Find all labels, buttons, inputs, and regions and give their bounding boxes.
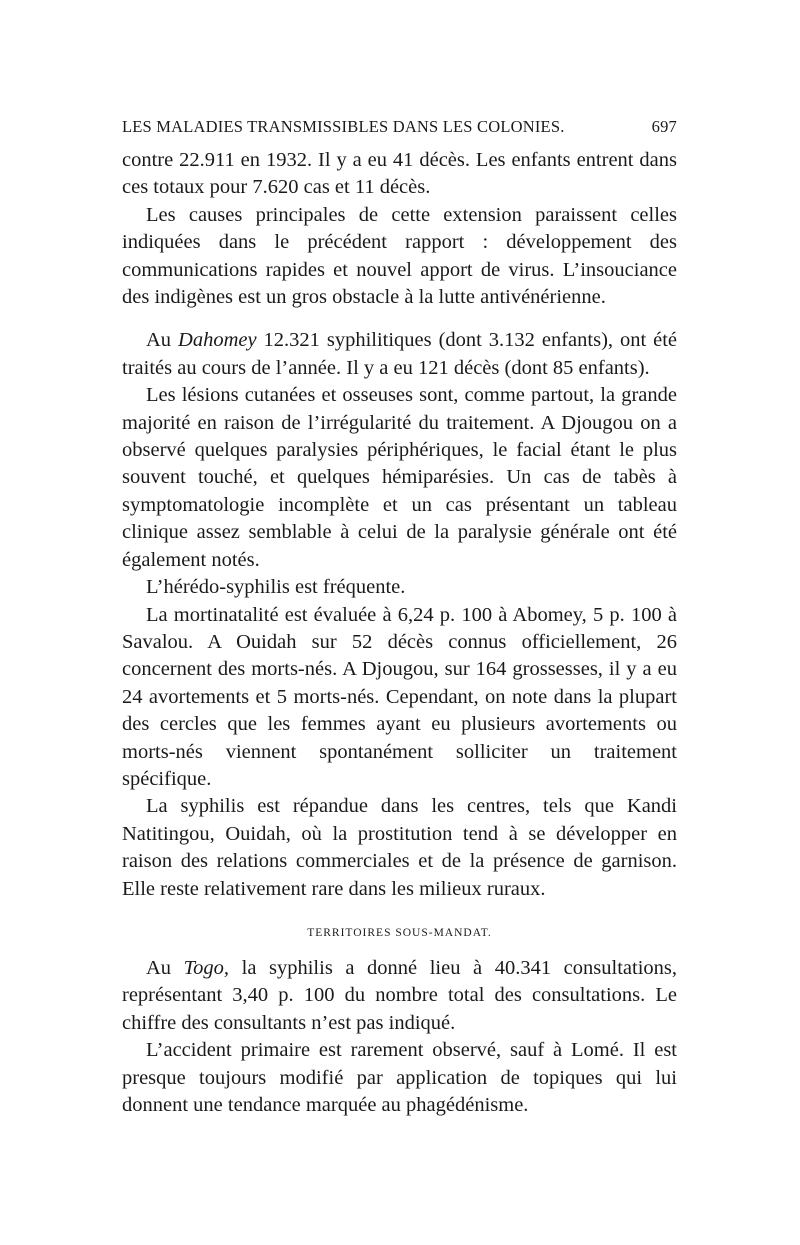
dahomey-place-name: Dahomey (178, 329, 257, 352)
paragraph-accident-primaire: L’accident primaire est rarement observé, sauf à Lomé. Il est presque toujours modifié par application de topiques qui lui donnent une tendance marquée au phagédénisme. (122, 1039, 677, 1116)
togo-lead: Au (146, 956, 184, 979)
togo-text: la syphilis a donné lieu à 40.341 consultations, représentant 3,40 p. 100 du nombre total des consultations. Le chiffre des consultants n’est pas indiqué. (122, 956, 677, 1034)
running-title: LES MALADIES TRANSMISSIBLES DANS LES COLONIES. (122, 117, 565, 136)
body-text (122, 147, 677, 1119)
paragraph-heredo-syphilis: L’hérédo-syphilis est fréquente. (146, 576, 406, 599)
paragraph-dahomey (122, 327, 677, 382)
section-heading: TERRITOIRES SOUS-MANDAT. (307, 926, 492, 939)
document-page (122, 117, 677, 1119)
togo-place-name: Togo, (183, 956, 230, 979)
paragraph-togo (122, 955, 677, 1037)
page-number: 697 (651, 117, 677, 136)
dahomey-lead: Au (146, 329, 179, 352)
paragraph-mortinatalite: La mortinatalité est évaluée à 6,24 p. 100 à Abomey, 5 p. 100 à Savalou. A Ouidah sur 52 décès connus officiellement, 26 concernent des morts-nés. A Djougou, sur 164 grossesses, il y a eu 24 avortements et 5 morts-nés. Cependant, on note dans la plupart des cercles que les femmes ayant eu plusieurs avortements ou morts-nés viennent spontanément solliciter un traitement spécifique. (122, 603, 677, 790)
paragraph-continuation: contre 22.911 en 1932. Il y a eu 41 décès. Les enfants entrent dans ces totaux pour 7.620 cas et 11 décès. (122, 149, 677, 199)
paragraph-syphilis-centres: La syphilis est répandue dans les centres, tels que Kandi Natitingou, Ouidah, où la prostitution tend à se développer en raison des relations commerciales et de la présence de garnison. Elle reste relativement rare dans les milieux ruraux. (122, 795, 677, 900)
running-header (122, 117, 677, 137)
paragraph-causes: Les causes principales de cette extension paraissent celles indiquées dans le précédent rapport : développement des communications rapides et nouvel apport de virus. L’insouciance des indigènes est un gros obstacle à la lutte antivénérienne. (122, 203, 677, 309)
dahomey-text: 12.321 syphilitiques (dont 3.132 enfants), ont été traités au cours de l’année. Il y a eu 121 décès (dont 85 enfants). (122, 329, 678, 379)
paragraph-lesions: Les lésions cutanées et osseuses sont, comme partout, la grande majorité en raison de l’irrégularité du traitement. A Djougou on a observé quelques paralysies périphériques, le facial étant le plus souvent touché, et quelques hémiparésies. Un cas de tabès à symptomatologie incomplète et un cas présentant un tableau clinique assez semblable à celui de la paralysie générale ont été également notés. (122, 384, 677, 571)
